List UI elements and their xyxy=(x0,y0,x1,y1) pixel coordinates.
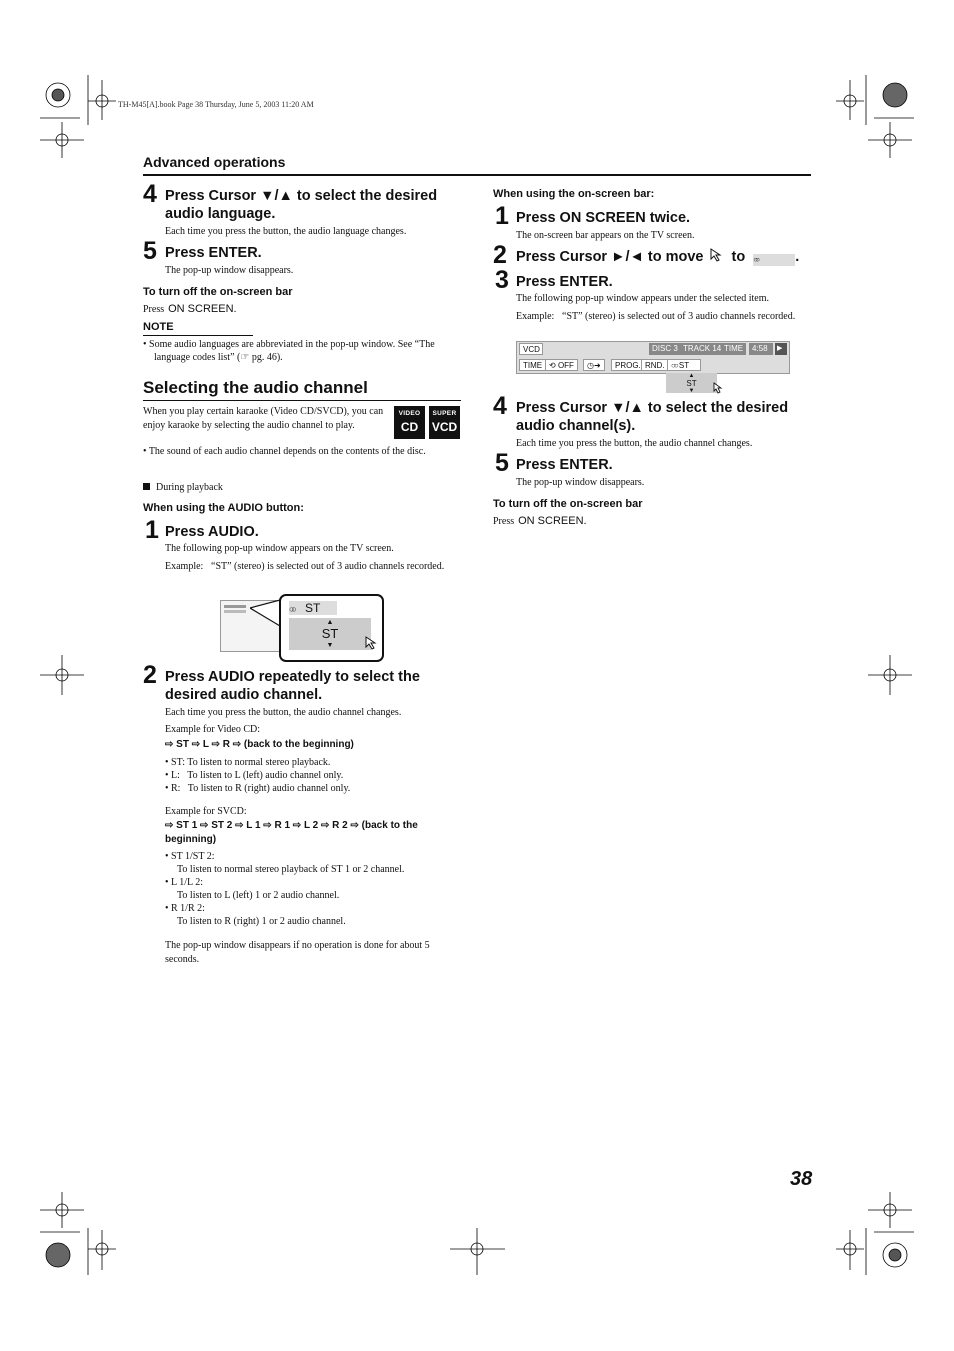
step-number: 2 xyxy=(493,241,507,269)
vcd-example-label: Example for Video CD: xyxy=(165,724,261,735)
step-title: Press ENTER. xyxy=(165,245,262,261)
svcd-bullet: • R 1/R 2: xyxy=(165,903,205,914)
osd-disc-type: VCD xyxy=(519,343,543,355)
during-playback-text: During playback xyxy=(156,482,223,493)
cursor-icon xyxy=(713,382,723,394)
cursor-icon xyxy=(365,636,377,650)
step-number: 4 xyxy=(143,180,157,208)
example-text: “ST” (stereo) is selected out of 3 audio channels recorded. xyxy=(211,561,445,572)
turn-off-text xyxy=(493,511,587,529)
page-number: 38 xyxy=(790,1168,813,1190)
super-vcd-badge xyxy=(429,406,460,439)
step-title xyxy=(516,248,816,266)
on-screen-key: ON SCREEN. xyxy=(518,515,587,527)
badge-top-text: VIDEO xyxy=(398,410,421,417)
step-description: The on-screen bar appears on the TV screen. xyxy=(516,230,695,241)
example-label: Example: xyxy=(516,311,555,322)
vcd-bullet-text: L: To listen to L (left) audio channel only. xyxy=(171,770,344,781)
svcd-bullet-label: L 1/L 2: xyxy=(171,877,204,888)
step-title: Press ON SCREEN twice. xyxy=(516,210,691,226)
intro-bullet: • The sound of each audio channel depends on the contents of the disc. xyxy=(143,446,426,457)
step-number: 4 xyxy=(493,392,507,420)
step-number: 1 xyxy=(145,516,159,544)
osd-time-value: 4:58 xyxy=(749,343,773,355)
down-arrow-icon: ▼ xyxy=(326,641,334,649)
step-description: The pop-up window disappears. xyxy=(165,265,294,276)
turn-off-heading: To turn off the on-screen bar xyxy=(493,498,643,510)
step-title-part: to xyxy=(731,249,746,265)
step-title-part: Press Cursor ►/◄ to move xyxy=(516,249,704,265)
osd-repeat-value: OFF xyxy=(557,361,574,370)
vcd-bullet-text: ST: To listen to normal stereo playback. xyxy=(171,757,331,768)
square-bullet-icon xyxy=(143,483,150,490)
step-description: Each time you press the button, the audio channel changes. xyxy=(165,707,402,718)
press-word: Press xyxy=(493,516,515,527)
heading-rule xyxy=(143,400,461,401)
vcd-bullet: • R: To listen to R (right) audio channel only. xyxy=(165,783,351,794)
closing-text: The pop-up window disappears if no operation is done for about 5 seconds. xyxy=(165,940,430,965)
step-description: The following pop-up window appears under the selected item. xyxy=(516,293,769,304)
example-label: Example: xyxy=(165,561,204,572)
intro-text: When you play certain karaoke (Video CD/SVCD), you can enjoy karaoke by selecting the audio channel to play. xyxy=(143,406,384,431)
step-number: 5 xyxy=(495,449,509,477)
svcd-bullet-desc: To listen to L (left) 1 or 2 audio channel. xyxy=(177,890,340,901)
vcd-bullet-text: R: To listen to R (right) audio channel only. xyxy=(171,783,351,794)
note-bullet-text: Some audio languages are abbreviated in the pop-up window. See “The language codes list” (☞ pg. 46). xyxy=(149,339,435,363)
osd-prog-button: PROG. xyxy=(611,359,645,371)
osd-audio-button xyxy=(667,359,701,371)
during-playback xyxy=(143,481,223,494)
step-title: Press AUDIO repeatedly to select the desired audio channel. xyxy=(165,669,420,703)
popup-top-row xyxy=(289,601,337,615)
svcd-bullet-label: ST 1/ST 2: xyxy=(171,851,215,862)
step-description: Each time you press the button, the audio channel changes. xyxy=(516,438,753,449)
popup-top-value: ST xyxy=(305,601,321,615)
audio-channel-icon: ○○ xyxy=(671,361,677,370)
osd-audio-value: ST xyxy=(678,361,690,370)
vcd-sequence: ⇨ ST ⇨ L ⇨ R ⇨ (back to the beginning) xyxy=(165,739,354,750)
audio-popup-window xyxy=(279,594,384,662)
svcd-sequence: ⇨ ST 1 ⇨ ST 2 ⇨ L 1 ⇨ R 1 ⇨ L 2 ⇨ R 2 ⇨ (back to the beginning) xyxy=(165,820,418,845)
audio-channel-icon: ○○ xyxy=(753,254,795,266)
selecting-audio-heading: Selecting the audio channel xyxy=(143,378,368,397)
step-title: Press ENTER. xyxy=(516,457,613,473)
step-title: Press ENTER. xyxy=(516,274,613,290)
turn-off-heading: To turn off the on-screen bar xyxy=(143,286,293,298)
vcd-bullet: • L: To listen to L (left) audio channel only. xyxy=(165,770,344,781)
note-bullet: • Some audio languages are abbreviated in the pop-up window. See “The language codes list” (☞ pg. 46). xyxy=(143,339,435,363)
osd-ab-button xyxy=(583,359,605,371)
step-number: 3 xyxy=(495,266,509,294)
audio-channel-icon: ○○ xyxy=(289,604,294,614)
svcd-example-label: Example for SVCD: xyxy=(165,806,247,817)
note-rule xyxy=(143,335,253,336)
osd-repeat-button xyxy=(545,359,578,371)
up-arrow-icon: ▲ xyxy=(688,373,695,379)
vcd-bullet: • ST: To listen to normal stereo playback. xyxy=(165,757,331,768)
audio-button-heading: When using the AUDIO button: xyxy=(143,502,304,514)
section-title: Advanced operations xyxy=(143,154,286,170)
svcd-bullet-desc: To listen to R (right) 1 or 2 audio channel. xyxy=(177,916,346,927)
step-title-part: . xyxy=(795,249,800,265)
step-description: Each time you press the button, the audio language changes. xyxy=(165,226,407,237)
thumb-mini-bar xyxy=(224,605,246,608)
svcd-bullet-desc: To listen to normal stereo playback of ST 1 or 2 channel. xyxy=(177,864,405,875)
turn-off-text xyxy=(143,299,237,317)
on-screen-bar xyxy=(516,341,790,374)
popup-pointer xyxy=(250,598,282,638)
cursor-icon xyxy=(710,248,724,262)
osd-random-button: RND. xyxy=(641,359,669,371)
osd-button-row xyxy=(517,359,789,372)
popup-selector-box xyxy=(289,618,371,650)
video-cd-badge xyxy=(394,406,425,439)
step-number: 1 xyxy=(495,202,509,230)
step-description: The following pop-up window appears on the TV screen. xyxy=(165,543,394,554)
osd-popup-value: ST xyxy=(686,379,697,388)
header-rule xyxy=(143,174,811,176)
badge-top-text: SUPER xyxy=(432,410,457,417)
osd-status-row xyxy=(517,343,789,356)
on-screen-key: ON SCREEN. xyxy=(168,303,237,315)
down-arrow-icon: ▼ xyxy=(688,388,695,394)
play-icon: ▶ xyxy=(775,343,787,355)
step-title: Press Cursor ▼/▲ to select the desired audio language. xyxy=(165,188,438,222)
repeat-icon: ⟲ xyxy=(549,361,556,370)
svcd-bullet-list xyxy=(165,850,460,928)
osd-track-number: TRACK 14 xyxy=(680,343,724,355)
step-description: The pop-up window disappears. xyxy=(516,477,645,488)
svcd-bullet: • ST 1/ST 2: xyxy=(165,851,215,862)
badge-bottom-text: VCD xyxy=(431,420,458,434)
thumb-mini-bar xyxy=(224,610,246,613)
book-info-line: TH-M45[A].book Page 38 Thursday, June 5, 2003 11:20 AM xyxy=(118,100,314,109)
step-title: Press Cursor ▼/▲ to select the desired audio channel(s). xyxy=(516,400,789,434)
up-arrow-icon: ▲ xyxy=(326,618,334,626)
vcd-bullet-list xyxy=(165,756,455,795)
on-screen-bar-heading: When using the on-screen bar: xyxy=(493,188,655,200)
note-heading: NOTE xyxy=(143,321,174,333)
svcd-bullet: • L 1/L 2: xyxy=(165,877,204,888)
popup-selected-value: ST xyxy=(321,626,339,641)
svcd-bullet-label: R 1/R 2: xyxy=(171,903,205,914)
press-word: Press xyxy=(143,304,165,315)
step-title: Press AUDIO. xyxy=(165,524,259,540)
badge-bottom-text: CD xyxy=(400,420,419,434)
intro-bullet-text: The sound of each audio channel depends on the contents of the disc. xyxy=(148,446,426,457)
step-number: 5 xyxy=(143,237,157,265)
osd-disc-number: DISC 3 xyxy=(649,343,681,355)
osd-time-button: TIME xyxy=(519,359,546,371)
clock-arrow-icon: ◷➜ xyxy=(587,361,601,370)
example-text: “ST” (stereo) is selected out of 3 audio channels recorded. xyxy=(562,311,796,322)
osd-time-label: TIME xyxy=(721,343,746,355)
step-number: 2 xyxy=(143,661,157,689)
osd-audio-popup xyxy=(666,373,717,393)
